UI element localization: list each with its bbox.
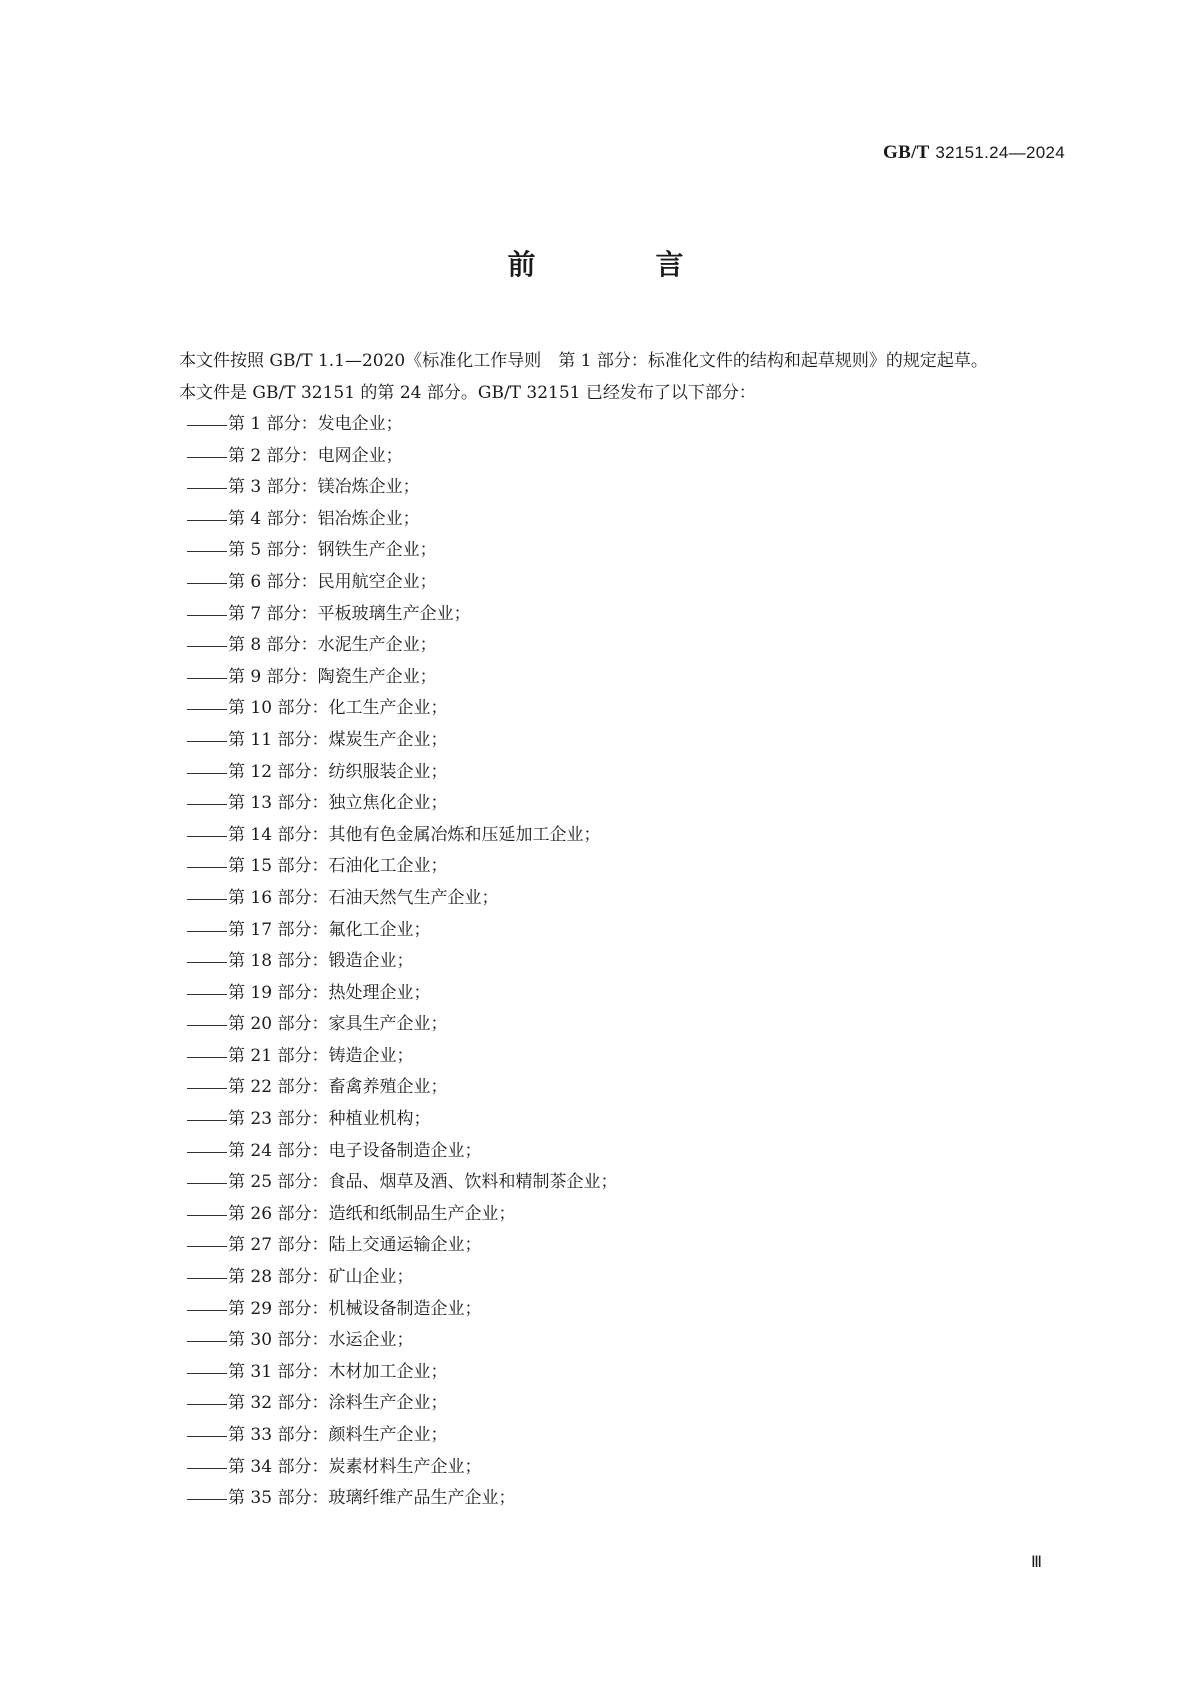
- list-item: [144, 946, 1064, 978]
- list-item-text: 第 35 部分：玻璃纤维产品生产企业；: [228, 1488, 516, 1509]
- list-item: [144, 915, 1064, 947]
- em-dash-marker: [187, 1404, 227, 1405]
- em-dash-marker: [187, 1152, 227, 1153]
- list-item: [144, 630, 1064, 662]
- list-item: [144, 978, 1064, 1010]
- list-item: [144, 535, 1064, 567]
- list-item: [144, 599, 1064, 631]
- list-item: [144, 567, 1064, 599]
- em-dash-marker: [187, 1499, 227, 1500]
- list-item-text: 第 21 部分：铸造企业；: [228, 1045, 414, 1066]
- list-item: [144, 851, 1064, 883]
- list-item-text: 第 4 部分：铝冶炼企业；: [228, 508, 420, 529]
- list-item-text: 第 27 部分：陆上交通运输企业；: [228, 1235, 482, 1256]
- list-item: [144, 725, 1064, 757]
- em-dash-marker: [187, 867, 227, 868]
- list-item: [144, 1388, 1064, 1420]
- list-item-text: 第 26 部分：造纸和纸制品生产企业；: [228, 1203, 516, 1224]
- em-dash-marker: [187, 1183, 227, 1184]
- em-dash-marker: [187, 1278, 227, 1279]
- list-item: [144, 1041, 1064, 1073]
- list-item-text: 第 8 部分：水泥生产企业；: [228, 635, 437, 656]
- list-item: [144, 693, 1064, 725]
- list-item-text: 第 14 部分：其他有色金属冶炼和压延加工企业；: [228, 824, 601, 845]
- list-item: [144, 1452, 1064, 1484]
- em-dash-marker: [187, 615, 227, 616]
- list-item-text: 第 28 部分：矿山企业；: [228, 1267, 414, 1288]
- list-item-text: 第 15 部分：石油化工企业；: [228, 856, 448, 877]
- list-item: [144, 1420, 1064, 1452]
- em-dash-marker: [187, 457, 227, 458]
- em-dash-marker: [187, 836, 227, 837]
- em-dash-marker: [187, 488, 227, 489]
- em-dash-marker: [187, 1088, 227, 1089]
- list-item: [144, 1072, 1064, 1104]
- em-dash-marker: [187, 773, 227, 774]
- list-item-text: 第 11 部分：煤炭生产企业；: [228, 729, 448, 750]
- list-item: [144, 757, 1064, 789]
- list-item-text: 第 13 部分：独立焦化企业；: [228, 793, 448, 814]
- em-dash-marker: [187, 1468, 227, 1469]
- list-item: [144, 883, 1064, 915]
- em-dash-marker: [187, 1057, 227, 1058]
- list-item-text: 第 16 部分：石油天然气生产企业；: [228, 887, 499, 908]
- list-item: [144, 1230, 1064, 1262]
- list-item: [144, 820, 1064, 852]
- list-item-text: 第 10 部分：化工生产企业；: [228, 698, 448, 719]
- em-dash-marker: [187, 1373, 227, 1374]
- list-item-text: 第 22 部分：畜禽养殖企业；: [228, 1077, 448, 1098]
- em-dash-marker: [187, 646, 227, 647]
- list-item-text: 第 2 部分：电网企业；: [228, 445, 403, 466]
- em-dash-marker: [187, 1120, 227, 1121]
- list-item-text: 第 12 部分：纺织服装企业；: [228, 761, 448, 782]
- list-item: [144, 1009, 1064, 1041]
- list-item-text: 第 19 部分：热处理企业；: [228, 982, 431, 1003]
- list-item: [144, 662, 1064, 694]
- list-item-text: 第 6 部分：民用航空企业；: [228, 571, 437, 592]
- list-item: [144, 1294, 1064, 1326]
- list-item: [144, 1104, 1064, 1136]
- list-item: [144, 1136, 1064, 1168]
- page-title: 前 言: [507, 248, 730, 281]
- list-item-text: 第 17 部分：氟化工企业；: [228, 919, 431, 940]
- standard-number: 32151.24—2024: [935, 143, 1065, 162]
- list-item: [144, 1483, 1064, 1515]
- list-item-text: 第 9 部分：陶瓷生产企业；: [228, 666, 437, 687]
- standard-number-header: [883, 142, 1065, 164]
- list-item-text: 第 7 部分：平板玻璃生产企业；: [228, 603, 471, 624]
- em-dash-marker: [187, 551, 227, 552]
- list-item-text: 第 1 部分：发电企业；: [228, 414, 403, 434]
- em-dash-marker: [187, 678, 227, 679]
- page-number: Ⅲ: [1031, 1554, 1043, 1571]
- list-item-text: 第 34 部分：炭素材料生产企业；: [228, 1456, 482, 1477]
- em-dash-marker: [187, 1215, 227, 1216]
- list-item-text: 第 20 部分：家具生产企业；: [228, 1014, 448, 1035]
- list-item-text: 第 3 部分：镁冶炼企业；: [228, 477, 420, 498]
- em-dash-marker: [187, 425, 227, 426]
- list-item: [144, 788, 1064, 820]
- em-dash-marker: [187, 804, 227, 805]
- list-item-text: 第 30 部分：水运企业；: [228, 1330, 414, 1351]
- list-item: [144, 1199, 1064, 1231]
- list-item-text: 第 5 部分：钢铁生产企业；: [228, 540, 437, 561]
- list-item-text: 第 25 部分：食品、烟草及酒、饮料和精制茶企业；: [228, 1172, 618, 1193]
- list-item-text: 第 18 部分：锻造企业；: [228, 951, 414, 972]
- em-dash-marker: [187, 583, 227, 584]
- document-body: [144, 346, 1064, 1515]
- em-dash-marker: [187, 1310, 227, 1311]
- standard-prefix: GB/T: [883, 142, 930, 163]
- list-item: [144, 472, 1064, 504]
- paragraph-parts-intro: 本文件是 GB/T 32151 的第 24 部分。GB/T 32151 已经发布了以下部分：: [179, 382, 756, 403]
- list-item-text: 第 24 部分：电子设备制造企业；: [228, 1140, 482, 1161]
- em-dash-marker: [187, 1341, 227, 1342]
- list-item: [144, 441, 1064, 473]
- list-item: [144, 1262, 1064, 1294]
- paragraph-drafting-rules: 本文件按照 GB/T 1.1—2020《标准化工作导则 第 1 部分：标准化文件的结构和起草规则》的规定起草。: [179, 351, 988, 371]
- list-item: [144, 1357, 1064, 1389]
- em-dash-marker: [187, 931, 227, 932]
- em-dash-marker: [187, 1436, 227, 1437]
- em-dash-marker: [187, 962, 227, 963]
- em-dash-marker: [187, 899, 227, 900]
- list-item-text: 第 29 部分：机械设备制造企业；: [228, 1298, 482, 1319]
- list-item-text: 第 32 部分：涂料生产企业；: [228, 1393, 448, 1414]
- parts-list: [144, 409, 1064, 1515]
- em-dash-marker: [187, 994, 227, 995]
- em-dash-marker: [187, 1246, 227, 1247]
- list-item-text: 第 23 部分：种植业机构；: [228, 1109, 431, 1130]
- list-item: [144, 409, 1064, 441]
- em-dash-marker: [187, 741, 227, 742]
- list-item-text: 第 31 部分：木材加工企业；: [228, 1361, 448, 1382]
- list-item: [144, 1325, 1064, 1357]
- em-dash-marker: [187, 520, 227, 521]
- em-dash-marker: [187, 1025, 227, 1026]
- list-item: [144, 1167, 1064, 1199]
- em-dash-marker: [187, 709, 227, 710]
- list-item-text: 第 33 部分：颜料生产企业；: [228, 1425, 448, 1445]
- list-item: [144, 504, 1064, 536]
